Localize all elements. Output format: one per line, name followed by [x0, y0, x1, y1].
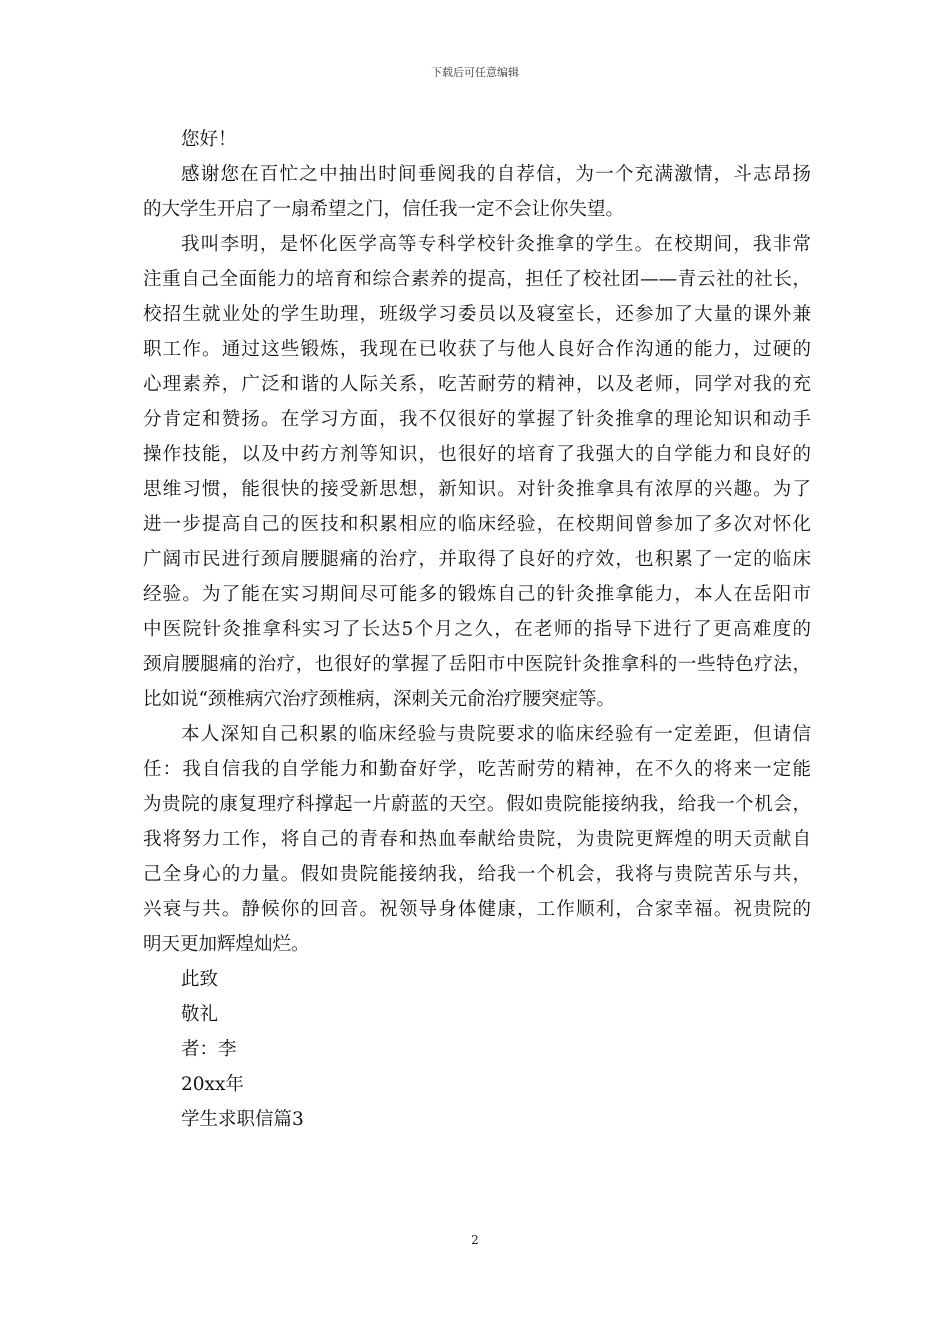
text-line: 操作技能，以及中药方剂等知识，也很好的培育了我强大的自学能力和良好的	[143, 444, 811, 465]
page-header	[0, 66, 950, 80]
text-line: 注重自己全面能力的培育和综合素养的提高，担任了校社团——青云社的社长，	[143, 269, 811, 290]
text-line: 此致	[181, 969, 219, 990]
text-line: 者：李	[181, 1039, 237, 1060]
text-line: 兴衰与共。静候你的回音。祝领导身体健康，工作顺利，合家幸福。祝贵院的	[143, 899, 811, 920]
page-number: 2	[471, 1233, 479, 1247]
page-footer	[0, 1233, 950, 1247]
text-line: 职工作。通过这些锻炼，我现在已收获了与他人良好合作沟通的能力，过硬的	[143, 339, 811, 360]
text-line: 比如说“颈椎病穴治疗颈椎病，深刺关元俞治疗腰突症等。	[143, 689, 615, 710]
text-line: 我叫李明，是怀化医学高等专科学校针灸推拿的学生。在校期间，我非常	[181, 234, 811, 255]
text-line: 20xx年	[181, 1074, 244, 1095]
text-line: 的大学生开启了一扇希望之门，信任我一定不会让你失望。	[143, 199, 625, 220]
text-line: 感谢您在百忙之中抽出时间垂阅我的自荐信，为一个充满激情，斗志昂扬	[181, 164, 811, 185]
text-line: 本人深知自己积累的临床经验与贵院要求的临床经验有一定差距，但请信	[181, 724, 811, 745]
document-body	[143, 122, 811, 1137]
text-line: 为贵院的康复理疗科撑起一片蔚蓝的天空。假如贵院能接纳我，给我一个机会，	[143, 794, 811, 815]
text-line: 中医院针灸推拿科实习了长达5个月之久，在老师的指导下进行了更高难度的	[143, 619, 811, 640]
text-line: 敬礼	[181, 1004, 219, 1025]
text-line: 我将努力工作，将自己的青春和热血奉献给贵院，为贵院更辉煌的明天贡献自	[143, 829, 811, 850]
text-line: 明天更加辉煌灿烂。	[143, 934, 310, 955]
text-line: 您好！	[181, 129, 237, 150]
text-line: 进一步提高自己的医技和积累相应的临床经验，在校期间曾参加了多次对怀化	[143, 514, 811, 535]
text-line: 学生求职信篇3	[181, 1109, 304, 1130]
text-line: 思维习惯，能很快的接受新思想，新知识。对针灸推拿具有浓厚的兴趣。为了	[143, 479, 811, 500]
text-line: 分肯定和赞扬。在学习方面，我不仅很好的掌握了针灸推拿的理论知识和动手	[143, 409, 811, 430]
text-line: 校招生就业处的学生助理，班级学习委员以及寝室长，还参加了大量的课外兼	[143, 304, 811, 325]
text-line: 任：我自信我的自学能力和勤奋好学，吃苦耐劳的精神，在不久的将来一定能	[143, 759, 811, 780]
text-line: 经验。为了能在实习期间尽可能多的锻炼自己的针灸推拿能力，本人在岳阳市	[143, 584, 811, 605]
text-line: 广阔市民进行颈肩腰腿痛的治疗，并取得了良好的疗效，也积累了一定的临床	[143, 549, 811, 570]
text-line: 颈肩腰腿痛的治疗，也很好的掌握了岳阳市中医院针灸推拿科的一些特色疗法，	[143, 654, 811, 675]
text-line: 己全身心的力量。假如贵院能接纳我，给我一个机会，我将与贵院苦乐与共，	[143, 864, 811, 885]
header-text: 下载后可任意编辑	[431, 66, 519, 79]
text-line: 心理素养，广泛和谐的人际关系，吃苦耐劳的精神，以及老师，同学对我的充	[143, 374, 811, 395]
